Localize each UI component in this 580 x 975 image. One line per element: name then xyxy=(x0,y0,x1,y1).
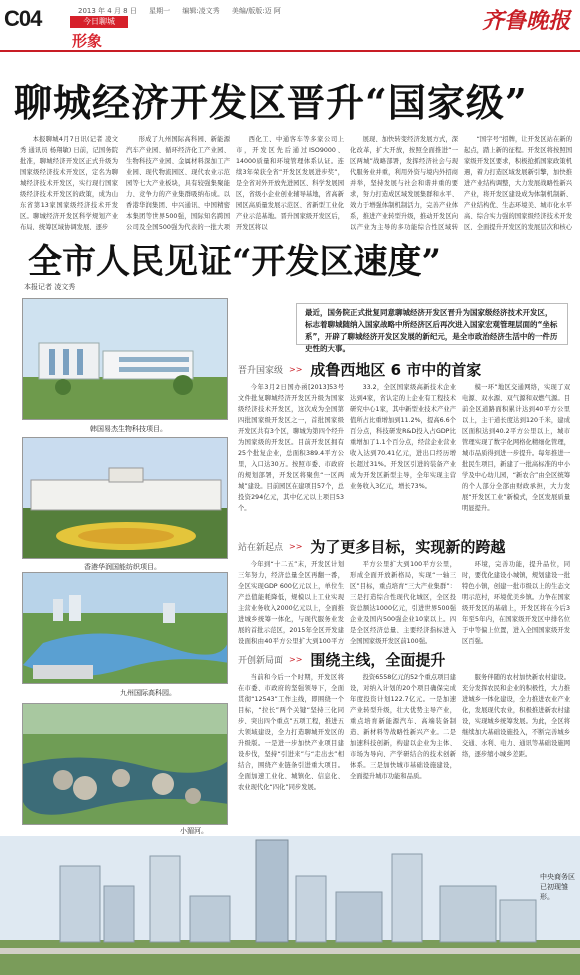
subhead-section2 xyxy=(238,537,572,555)
page-number: C04 xyxy=(4,6,42,31)
section2-col2: 平方公里扩大到100平方公里，形成全面开放新格局，实现“一轴三区”目标，重点培育“三大产业集群”：三是打造综合性现代化城区，全区投资总额达1000亿元，引进世界500强企业及国内500强企业10家以上。四是全区经济总量、主要经济指标进入全国国家级开发区前100强。 xyxy=(350,561,456,645)
header-meta xyxy=(78,6,291,16)
article1-col4: 展现、加快转变经济发展方式，深化改革，扩大开放，按照全面推进“一区两城”战略部署，发挥经济社会与现代服务业并重，利用外资与境内外招商并举，坚持发展与社会和谐并重的要求，努力打造成区域发展集群和水平、效力于增强体制机制活力，完善产业体系，推进产业转型升级，推动开发区向以产业为主导的多功能综合性区域转 xyxy=(350,136,458,230)
section-name: 形象 xyxy=(72,32,103,50)
chevron-right-icon: >> xyxy=(289,541,303,551)
article2-lead: 最近，国务院正式批复同意聊城经济开发区晋升为国家级经济技术开发区，标志着聊城随纳入国家战略中所经济区后再次进入国家宏观管理层面的“坐标系”，开辟了聊城经济开发区发展的新纪元，是全市政治经济生活中的一件历史性的大事。 xyxy=(296,303,568,345)
chevron-right-icon: >> xyxy=(289,654,303,664)
section2-col3: 环境，完善功能，提升品位，同时，要优化建设小城镇，规划建设一批特色小镇，创建一批市级以上的生态文明示范村，环境优美乡镇。力争在国家级开发区的基础上，开发区将在今后3年至5年内，在国家级开发区中排名位于中等偏上位置，进入全国国家级开发区百强。 xyxy=(462,561,570,645)
caption-hightech: 九州国际高科园。 xyxy=(120,689,176,697)
header-editor: 编辑:凌文秀 xyxy=(182,7,220,15)
section3-col3: 服务伴随的农村加快新农村建设。充分发挥农民和企业的积极性，大力推进城乡一体化建设，全力推进农业产业化，发展现代农业，积极推进新农村建设，实现城乡统筹发展。为此，全区将继续加大基础设施投入，不断完善城乡交通、水利、电力、通讯等基础设施网络，逐步缩小城乡差距。 xyxy=(462,674,570,758)
caption-biotech: 韩国易杰生物科技项目。 xyxy=(90,425,167,433)
section1-tag: 晋升国家级 xyxy=(238,365,284,376)
header-rule xyxy=(0,50,580,52)
header-designer: 美编/版版:迈 阿 xyxy=(231,7,281,15)
section2-tag: 站在新起点 xyxy=(238,542,284,553)
section1-col1: 今年3月2日国办函[2013]53号文件批复聊城经济开发区升级为国家级经济技术开发区，这次成为全国第四批国家级开发区之一，首批国家级开发区共有3个区，聊城为第四个经升为国家级的开发区。目前开发区拥有25个批复企业，总面积389.4平方公里，入口达30万。按照市委、市政府的规划部署，开发区将聚焦“一区两城”建设。目前园区在建项目57个，总投资294亿元，其中亿元以上项目53个。 xyxy=(238,384,344,512)
section-tag: 今日聊城 xyxy=(70,16,128,28)
photo-cbd-skyline xyxy=(0,836,580,975)
chevron-right-icon: >> xyxy=(289,364,303,374)
article1-col2: 形成了九州国际高科园、新能源汽车产业园、循环经济化工产业园、生物科技产业园、金属材料深加工产业园、现代物流园区、现代农业示范园等七大产业板块，具有较强集聚能力、竞争力的产业集群吸纳布成。以香港华润集团、中兴通讯、中国精密本集团等世界500强，国际知名跨国公司及全国500强为代表的一批大项 xyxy=(126,136,230,230)
article2-headline: 全市人民见证“开发区速度” xyxy=(28,242,442,282)
photo-hightech-park xyxy=(22,572,228,684)
section3-col1: 当前和今后一个时期，开发区将在市委、市政府的坚强领导下，全面贯彻“12543”工作主线，即围绕一个目标，“拉长”两个关键“坚持三化同步、突出四个重点”五项工程，推进五大领域建设，全力打造聊城开发区的升级版。一是进一步加快产业项目建设步伐，坚持“引进来”与“走出去”相结合，围绕产业链条引进重大项目。全面加速工业化、城镇化、信息化、农业现代化“四化”同步发展。 xyxy=(238,674,344,791)
page-header xyxy=(0,0,580,52)
caption-cbd: 中央商务区已初现雏形。 xyxy=(540,873,575,901)
section1-col3: 模一环”地区交通网络，实现了双电源、双水源、双气源和双燃气源。目前全区道路面积累计达到40平方公里以上，主干道长度达到120千米，建成区面积达到40.2平方公里以上，城市管理实现了数字化网格化精细化管理，城市品质得到进一步提升。每年推进一批民生项目，新建了一批高标准的中小学及中心幼儿园，“新农合”由全区统筹的个人部分全部由财政承担，大力发展“开发区工业”新模式，全区发展质量明显提升。 xyxy=(462,384,570,512)
article1-col3: 西化工、中通客车等多家公司上市，开发区先后通过ISO9000、14000质量和环境管理体系认证。连续3年荣获全省“开发区发展进步奖”，是全省对外开放先进园区、科学发展园区，省级小企业创业辅导基地，省高新园区高质量发展示范区、省新型工业化产业示范基地。晋升国家级开发区后，开发区将以 xyxy=(236,136,344,230)
article1-col1: 本报聊城4月7日讯(记者 凌文秀 通讯员 杨翔敏) 日前，记国务院批准，聊城经济开发区正式升级为国家级经济技术开发区，定名为聊城经济技术开发区，实行现行国家级经济技术开发区的政策，成为山东省第13家国家级经济技术开发区。聊城经济开发区科学规划产业布局，统筹区域协调发展，逐步 xyxy=(20,136,118,230)
brand-logo: 齐鲁晚报 xyxy=(481,8,570,34)
section3-title: 围绕主线，全面提升 xyxy=(310,650,446,669)
article2-byline: 本报记者 凌文秀 xyxy=(24,283,76,291)
section1-col2: 33.2，全区国家级高新技术企业达到4家，省认定的上企业有工程技术研究中心1家，其中新型业技术产业产值所占比重增加到11.2%，提高6.6个百分点，科技研发R&D投入占GDP比重增加了1.1个百分点，经营企业营业收入达到70.41亿元，进出口经历增长超过31%。开发区引进的装备产业成为开发区新型主导，全年实现主营业务收入3亿元，增长73%。 xyxy=(350,384,456,490)
section3-col2: 投资6558亿元的52个重点项目建设，对纳入计划的20个项目确保完成年度投资计划122.7亿元。一是加速产业转型升级，壮大优势主导产业，重点培育新能源汽车、高端装备制造、新材料等战略性新兴产业。二是加速科技创新，构建以企业为主体、市场为导向、产学研结合的技术创新体系。三是加快城市基础设施建设，全面提升城市功能和品质。 xyxy=(350,674,456,780)
section2-col1: 今年到“十二五”末，开发区计划三年努力，经济总量全区再翻一番，全区实现GDP 600亿元以上，单位生产总值能耗降低，规模以上工业实现主营业务收入2000亿元以上，全面推进城乡统筹一体化，与现代服务业发展的首批示范区，2015年全区开发建设面积由40平方公里扩大到100平方 xyxy=(238,561,344,645)
photo-biotech-project xyxy=(22,298,228,420)
section2-title: 为了更多目标，实现新的跨越 xyxy=(310,537,506,556)
header-date: 2013 年 4 月 8 日 xyxy=(78,7,137,15)
caption-river: 小湄河。 xyxy=(180,827,208,835)
subhead-section3 xyxy=(238,650,572,668)
article1-col5: “国字号”招牌，让开发区站在新的起点，踏上新的征程。开发区将按照国家级开发区要求，积极抢抓国家政策机遇，着力打造区域发展新引擎，加快推进产业结构调整，大力发展战略性新兴产业，将开发区建设成为体制机制新、产业结构优、生态环境美、城市化水平高、综合实力强的国家级经济技术开发区，全面提升开发区的发展层次和核心 xyxy=(464,136,572,230)
subhead-section1 xyxy=(238,360,572,378)
section3-tag: 开创新局面 xyxy=(238,655,284,666)
photo-small-river xyxy=(22,703,228,825)
header-weekday: 星期一 xyxy=(149,7,171,15)
photo-textile-project xyxy=(22,437,228,559)
section1-title: 成鲁西地区 6 市中的首家 xyxy=(310,360,482,379)
article1-headline: 聊城经济开发区晋升“国家级” xyxy=(14,80,528,125)
caption-textile: 香港华润国能纺织项目。 xyxy=(84,563,161,571)
